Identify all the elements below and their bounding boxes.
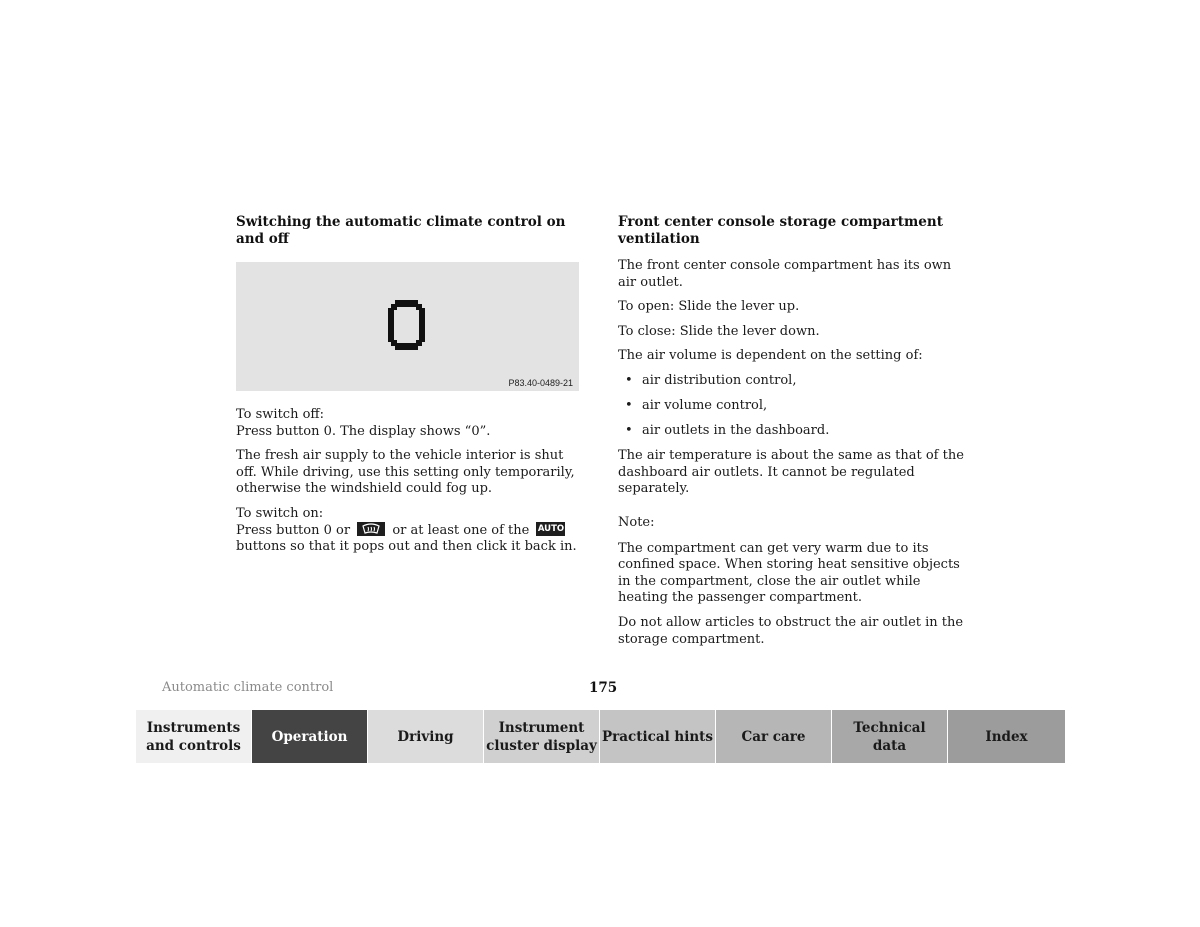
fresh-air-paragraph: The fresh air supply to the vehicle interior is shut off. While driving, use this setting only temporarily, otherwise the windshield could fog up. bbox=[236, 448, 575, 497]
tab-instruments-and-controls[interactable]: Instruments and controls bbox=[136, 710, 252, 763]
switch-on-text-2: or at least one of the bbox=[392, 522, 530, 538]
tab-instrument-cluster-display[interactable]: Instrument cluster display bbox=[484, 710, 600, 763]
page-number: 175 bbox=[589, 680, 618, 696]
switch-off-text: Press button 0. The display shows “0”. bbox=[236, 423, 491, 439]
tab-index[interactable]: Index bbox=[948, 710, 1065, 763]
note-label: Note: bbox=[618, 515, 655, 531]
tab-driving[interactable]: Driving bbox=[368, 710, 484, 763]
switch-off-paragraph bbox=[236, 407, 581, 440]
display-digit-zero bbox=[388, 300, 425, 350]
paragraph-obstruct: Do not allow articles to obstruct the air outlet in the storage compartment. bbox=[618, 615, 964, 647]
switch-on-text-3: buttons so that it pops out and then click it back in. bbox=[236, 539, 577, 555]
tab-technical-data[interactable]: Technical data bbox=[832, 710, 948, 763]
section-heading: Switching the automatic climate control on and off bbox=[236, 214, 566, 247]
paragraph-temperature: The air temperature is about the same as that of the dashboard air outlets. It cannot be regulated separately. bbox=[618, 448, 964, 497]
windshield-defrost-icon bbox=[357, 522, 385, 536]
tab-car-care[interactable]: Car care bbox=[716, 710, 832, 763]
chapter-tabs bbox=[136, 710, 1065, 763]
left-column bbox=[236, 214, 581, 564]
switch-on-label: To switch on: bbox=[236, 505, 324, 521]
switch-on-text-1: Press button 0 or bbox=[236, 522, 351, 538]
paragraph-own-outlet: The front center console compartment has its own air outlet. bbox=[618, 258, 952, 290]
paragraph-open: To open: Slide the lever up. bbox=[618, 299, 800, 315]
paragraph-warm: The compartment can get very warm due to its confined space. When storing heat sensitive objects in the compartment, close the air outlet while heating the passenger compartment. bbox=[618, 540, 960, 606]
display-illustration bbox=[236, 262, 579, 391]
bullet-list bbox=[618, 373, 973, 440]
list-item: • air distribution control, bbox=[625, 372, 797, 388]
paragraph-air-volume: The air volume is dependent on the setting of: bbox=[618, 348, 923, 364]
switch-off-label: To switch off: bbox=[236, 407, 325, 422]
list-item: • air volume control, bbox=[625, 398, 768, 414]
tab-practical-hints[interactable]: Practical hints bbox=[600, 710, 716, 763]
switch-on-paragraph bbox=[236, 506, 581, 556]
figure-code: P83.40-0489-21 bbox=[508, 378, 573, 388]
section-heading-right: Front center console storage compartment ventilation bbox=[618, 214, 943, 247]
auto-button-icon: AUTO bbox=[537, 524, 565, 535]
paragraph-close: To close: Slide the lever down. bbox=[618, 323, 820, 339]
right-column bbox=[618, 214, 973, 656]
tab-operation[interactable]: Operation bbox=[252, 710, 368, 763]
list-item: • air outlets in the dashboard. bbox=[625, 423, 830, 439]
footer-section-title: Automatic climate control bbox=[162, 680, 334, 695]
